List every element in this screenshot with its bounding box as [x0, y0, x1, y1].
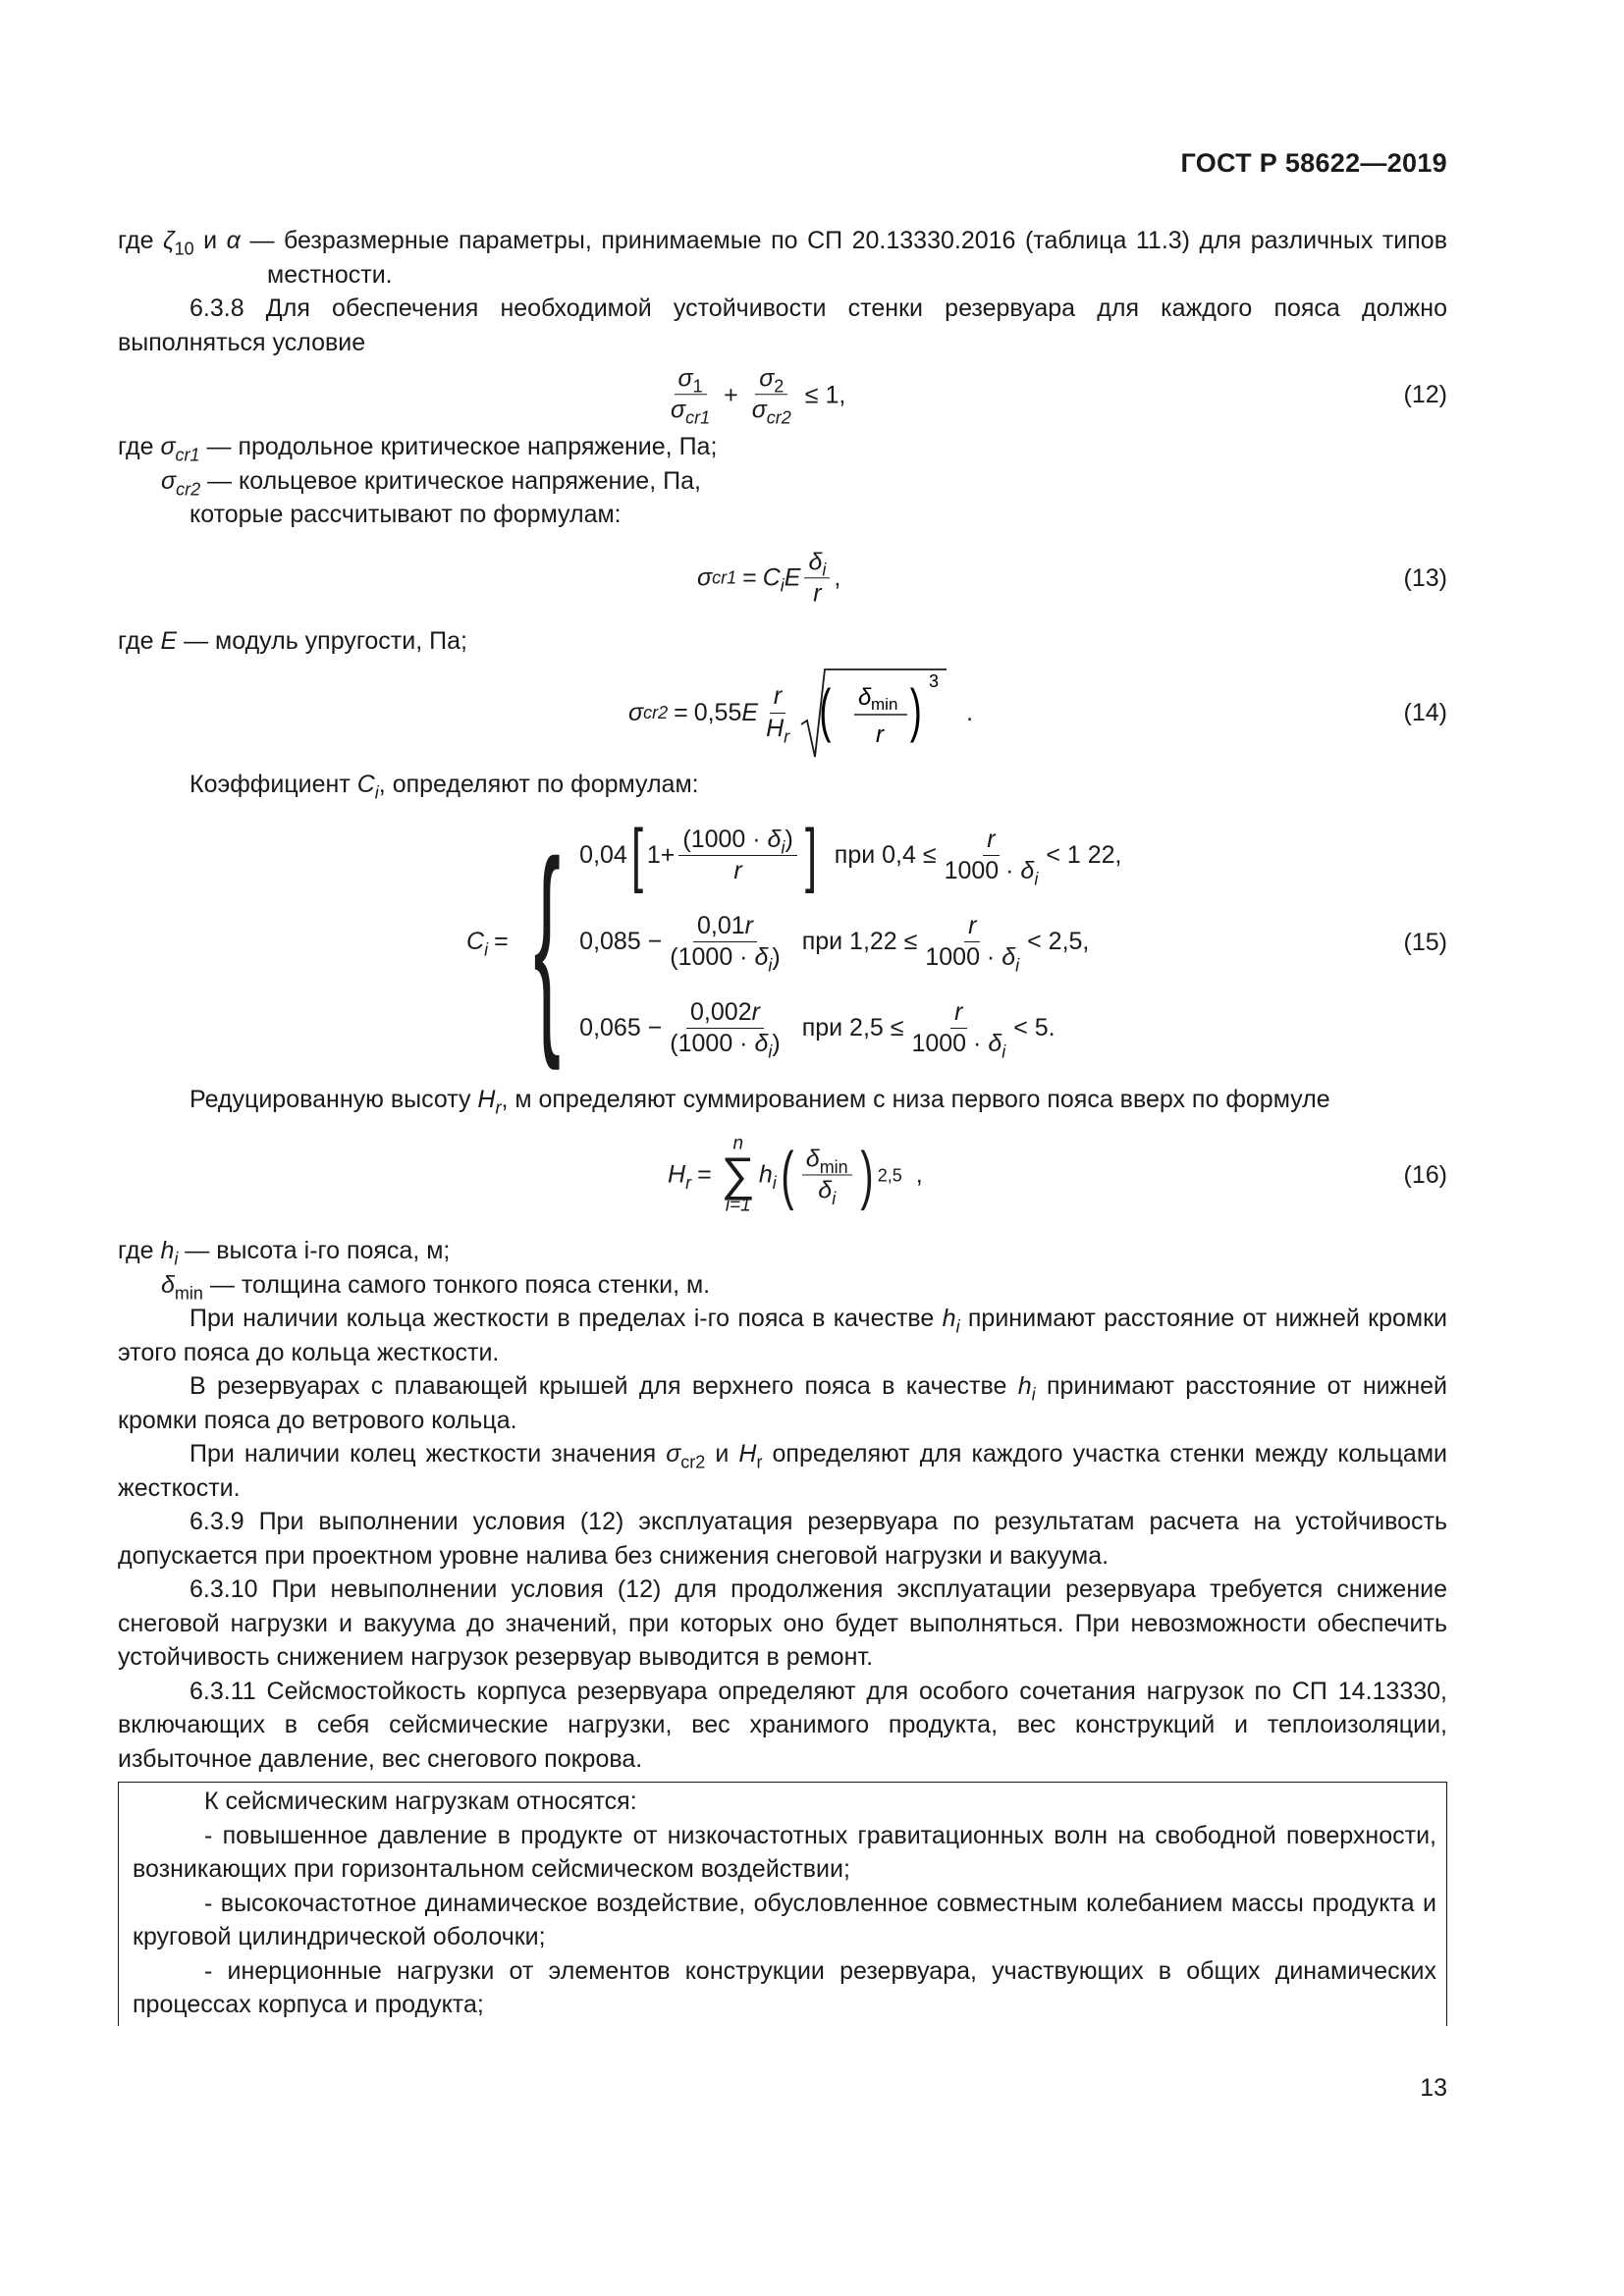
svg-text:r: r [876, 721, 885, 748]
case-2: 0,085 − $\frac{0,01r}{(1000 \cdot \delta_i)}$ при 1,22 ≤ $\frac{r}{1000 \cdot \delta_i}$ < 2,5, [579, 911, 1090, 976]
box-line: - инерционные нагрузки от элементов конструкции резервуара, участвующих в общих динамических процессах корпуса и продукта; [133, 1956, 1436, 2018]
paragraph-ring: При наличии кольца жесткости в пределах i-го пояса в качестве $h_i$ принимают расстояние от нижней кромки этого пояса до кольца жесткости. [118, 1305, 1447, 1366]
box-line: - повышенное давление в продукте от низкочастотных гравитационных волн на свободной поверхности, возникающих при горизонтальном сейсмическом воздействии; [133, 1821, 1436, 1883]
which-calculated: которые рассчитывают по формулам: [189, 501, 622, 528]
svg-text:3: 3 [929, 671, 940, 691]
def-sigma-cr2: $\sigma_{cr2}$ — кольцевое критическое напряжение, Па, [161, 466, 701, 499]
text-body [118, 224, 1447, 2026]
paragraph-6-3-8: 6.3.8 Для обеспечения необходимой устойчивости стенки резервуара для каждого пояса должно выполняться условие [118, 294, 1447, 356]
paragraph-6-3-9: 6.3.9 При выполнении условия (12) эксплуатация резервуара по результатам расчета на устойчивость допускается при проектном уровне налива без снижения снеговой нагрузки и вакуума. [118, 1508, 1447, 1570]
paragraph-floating-roof: В резервуарах с плавающей крышей для верхнего пояса в качестве $h_i$ принимают расстояние от нижней кромки пояса до ветрового кольца. [118, 1372, 1447, 1434]
equation-15-formula: $C_i$ = { 0,04 [ 1+ $\frac{(1000 \cdot \delta_i)}{r}$ ] при 0,4 ≤ $\frac{r}{1000 \cdot \delta_i}$ < 1 22, 0,085 − $\frac{0,01r}{(1000 \cdot \delta_i)}$ при 1,22 ≤ $\frac{r}{1000 \cdot \delta_i}$ < 2,5, 0,065 − $\frac{0,002r}{(1000 \cdot \delta_i)}$ при 2,5 ≤ $\frac{r}{1000 \cdot \delta_i}$ < 5. [466, 812, 1122, 1071]
sqrt-cube-expression [799, 664, 966, 762]
svg-text:): ) [909, 677, 922, 744]
box-line: - высокочастотное динамическое воздействие, обусловленное совместным колебанием массы продукта и круговой цилиндрической оболочки; [133, 1889, 1436, 1950]
equation-14 [118, 658, 1447, 768]
paragraph-6-3-11: 6.3.11 Сейсмостойкость корпуса резервуара определяют для особого сочетания нагрузок по СП 14.13330, включающих в себя сейсмические нагрузки, вес хранимого продукта, вес конструкций и теплоизоляции, избыточное давление, вес снегового покрова. [118, 1677, 1447, 1773]
case-3: 0,065 − $\frac{0,002r}{(1000 \cdot \delta_i)}$ при 2,5 ≤ $\frac{r}{1000 \cdot \delta_i}$ < 5. [579, 997, 1056, 1062]
equation-12-formula: $\frac{\sigma_1}{\sigma_{cr1}}$ + $\frac{\sigma_2}{\sigma_{cr2}}$ ≤ 1, [671, 364, 846, 428]
equation-13-formula: σ cr1 = $C_iE$ $\frac{\delta_i}{r}$ , [697, 547, 841, 607]
equation-15-number: (15) [1403, 928, 1447, 956]
svg-text:(: ( [819, 677, 832, 744]
svg-text:δ: δ [858, 684, 872, 711]
svg-text:min: min [871, 695, 898, 714]
equation-12 [118, 359, 1447, 430]
document-page [118, 0, 1447, 2296]
def-hi: где $h_i$ — высота i-го пояса, м; [118, 1237, 451, 1269]
box-line: К сейсмическим нагрузкам относятся: [204, 1788, 637, 1815]
equation-14-number: (14) [1403, 698, 1447, 726]
document-header: ГОСТ Р 58622—2019 [1180, 148, 1447, 178]
equation-15-cases [579, 813, 1121, 1072]
sum-symbol: n ∑ i=1 [721, 1133, 755, 1216]
equation-15 [118, 802, 1447, 1083]
def-dmin: $\delta_{min}$ — толщина самого тонкого пояса стенки, м. [161, 1270, 711, 1303]
equation-12-number: (12) [1403, 380, 1447, 408]
equation-14-formula: σ cr2 = 0,55 E $\frac{r}{H_r}$ ( δ min r ) 3 . [628, 664, 973, 762]
equation-13-number: (13) [1403, 563, 1447, 592]
equation-16-formula: $H_r$ = n ∑ i=1 $h_i$ ( $\frac{\delta_{min}}{\delta_i}$ ) 2,5 , [668, 1133, 923, 1216]
equation-16 [118, 1116, 1447, 1234]
seismic-loads-box [118, 1782, 1447, 2026]
page-number: 13 [1420, 2074, 1447, 2102]
def-sigma-cr1: где $\sigma_{cr1}$ — продольное критическое напряжение, Па; [118, 433, 718, 465]
equation-13 [118, 532, 1447, 624]
where-zeta-definition: где $\zeta_{10}$ и α — безразмерные параметры, принимаемые по СП 20.13330.2016 (таблица 11.3) для различных типов местности. [118, 227, 1447, 289]
paragraph-rings: При наличии колец жесткости значения $\sigma_{cr2}$ и $H_r$ определяют для каждого участка стенки между кольцами жесткости. [118, 1440, 1447, 1502]
def-E: где E — модуль упругости, Па; [118, 626, 467, 655]
case-1: 0,04 [ 1+ $\frac{(1000 \cdot \delta_i)}{r}$ ] при 0,4 ≤ $\frac{r}{1000 \cdot \delta_i}$ < 1 22, [579, 816, 1122, 895]
coef-ci-intro: Коэффициент $C_i$, определяют по формулам: [189, 771, 699, 803]
equation-16-number: (16) [1403, 1160, 1447, 1189]
reduced-height-intro: Редуцированную высоту $H_r$, м определяют суммированием с низа первого пояса вверх по формуле [189, 1085, 1330, 1117]
paragraph-6-3-10: 6.3.10 При невыполнении условия (12) для продолжения эксплуатации резервуара требуется снижение снеговой нагрузки и вакуума до значений, при которых оно будет выполняться. При невозможности обеспечить устойчивость снижением нагрузок резервуар выводится в ремонт. [118, 1575, 1447, 1671]
